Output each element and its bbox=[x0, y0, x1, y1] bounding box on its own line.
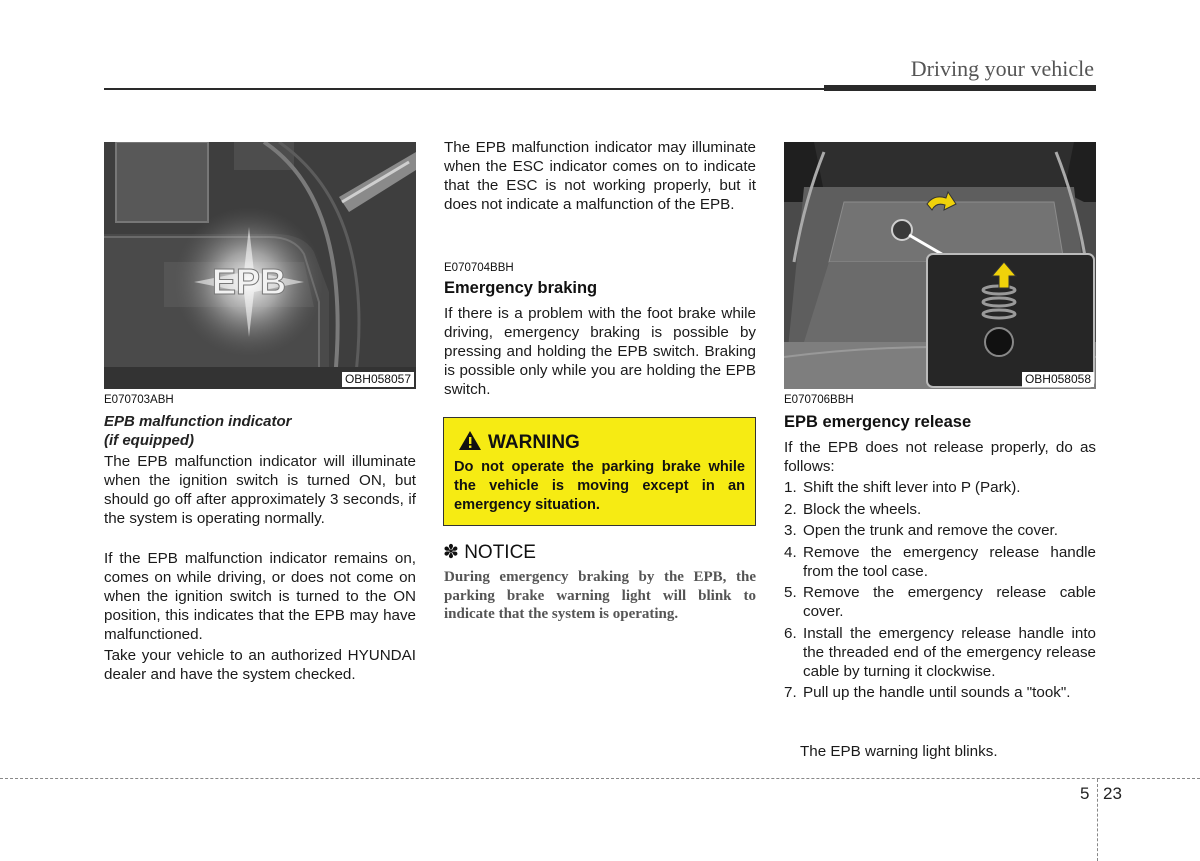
page-number: 23 bbox=[1103, 784, 1122, 803]
section-title: Driving your vehicle bbox=[910, 56, 1094, 81]
figure-label: OBH058058 bbox=[1022, 372, 1094, 387]
list-item: 3. Open the trunk and remove the cover. bbox=[784, 522, 1058, 539]
warning-heading bbox=[458, 430, 580, 457]
paragraph: The EPB malfunction indicator will illuminate when the ignition switch is turned ON, but should go off after approximately 3 seconds, if the system is operating normally. bbox=[104, 453, 416, 527]
trunk-illustration bbox=[784, 142, 1096, 389]
chapter-number: 5 bbox=[1080, 784, 1090, 803]
figure-label: OBH058057 bbox=[342, 372, 414, 387]
section-heading: Emergency braking bbox=[444, 279, 598, 297]
paragraph: If the EPB does not release properly, do as follows: bbox=[784, 439, 1096, 475]
epb-glyph: EPB bbox=[211, 261, 287, 302]
subheading: EPB malfunction indicator bbox=[104, 413, 292, 430]
warning-box bbox=[443, 417, 756, 526]
footer-divider bbox=[0, 778, 1200, 779]
header-rule bbox=[104, 88, 824, 90]
notice-heading: ✽ NOTICE bbox=[443, 542, 536, 563]
release-steps bbox=[784, 478, 1096, 705]
list-item: 5. Remove the emergency release cable cover. bbox=[784, 584, 1096, 620]
footer-divider-vertical bbox=[1097, 779, 1098, 861]
list-item: 1. Shift the shift lever into P (Park). bbox=[784, 479, 1021, 496]
paragraph: If the EPB malfunction indicator remains on, comes on while driving, or does not come on when the ignition switch is turned to the ON position, this indicates that the EPB may have malfunctioned. bbox=[104, 550, 416, 643]
list-item: 7. Pull up the handle until sounds a "took". bbox=[784, 684, 1071, 701]
section-code: E070703ABH bbox=[104, 394, 174, 406]
notice-text: During emergency braking by the EPB, the parking brake warning light will blink to indicate that the system is operating. bbox=[444, 569, 756, 622]
paragraph: The EPB malfunction indicator may illuminate when the ESC indicator comes on to indicate that the ESC is not working properly, but it does not indicate a malfunction of the EPB. bbox=[444, 139, 756, 213]
list-item: 4. Remove the emergency release handle from the tool case. bbox=[784, 543, 1096, 580]
section-heading: EPB emergency release bbox=[784, 413, 972, 431]
header-rule-thick bbox=[824, 85, 1096, 91]
trunk-release-figure bbox=[784, 142, 1096, 389]
epb-cluster-illustration bbox=[104, 142, 416, 389]
subheading-qualifier: (if equipped) bbox=[104, 432, 194, 449]
list-item: 2. Block the wheels. bbox=[784, 500, 922, 518]
epb-indicator-figure bbox=[104, 142, 416, 389]
section-code: E070704BBH bbox=[444, 262, 514, 274]
list-item: 6. Install the emergency release handle into the threaded end of the emergency release cable by turning it clockwise. bbox=[784, 624, 1096, 680]
paragraph: If there is a problem with the foot brake while driving, emergency braking is possible by pressing and holding the EPB switch. Braking is possible only while you are holding the EPB switch. bbox=[444, 305, 756, 398]
paragraph: Take your vehicle to an authorized HYUNDAI dealer and have the system checked. bbox=[104, 647, 416, 683]
section-code: E070706BBH bbox=[784, 394, 854, 406]
step-result: The EPB warning light blinks. bbox=[800, 743, 998, 760]
warning-text: Do not operate the parking brake while the vehicle is moving except in an emergency situation. bbox=[454, 459, 745, 513]
warning-triangle-icon bbox=[458, 430, 482, 457]
warning-title: WARNING bbox=[488, 432, 580, 453]
